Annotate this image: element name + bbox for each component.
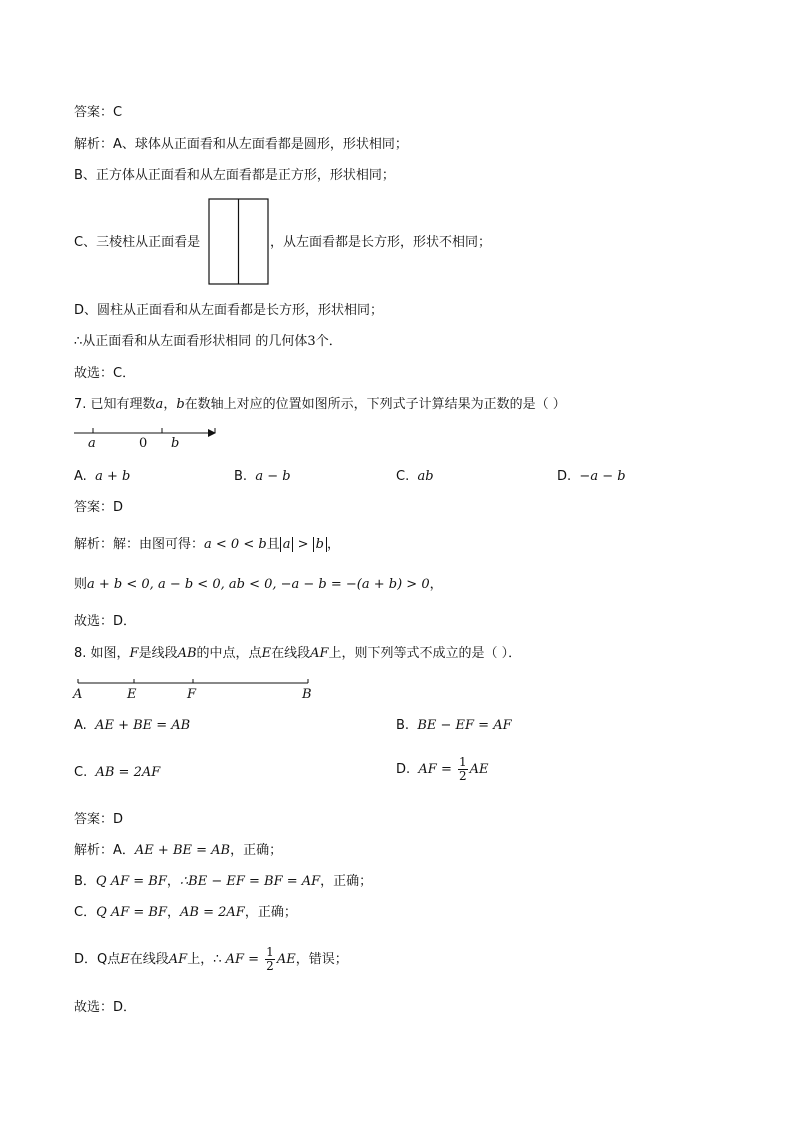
fraction-denominator: 2 bbox=[266, 959, 274, 973]
q7-option-d bbox=[557, 468, 626, 486]
q8-analysis-b-suffix: ，正确； bbox=[320, 874, 373, 889]
q7-abs-a: a bbox=[280, 537, 294, 552]
q8-analysis-d-fraction bbox=[265, 946, 275, 973]
analysis-conclusion bbox=[74, 333, 342, 351]
q8-analysis-c-expr1: Q AF = BF bbox=[96, 905, 168, 920]
analysis-line-d: D、圆柱从正面看和从左面看都是长方形，形状相同； bbox=[74, 303, 384, 318]
choose-q8: 故选：D． bbox=[74, 1000, 137, 1015]
q7-analysis-line1 bbox=[74, 536, 340, 554]
point-label-e: E bbox=[127, 687, 137, 702]
conclusion-end: 个． bbox=[315, 334, 342, 349]
q7-comma: ， bbox=[163, 397, 177, 412]
q7-option-b bbox=[234, 468, 291, 486]
q8-analysis-b-mid: ， bbox=[166, 874, 180, 889]
conclusion-text: ∴从正面看和从左面看形状相同 的几何体 bbox=[74, 334, 308, 349]
q7-gt: > bbox=[293, 537, 313, 552]
q8-analysis-a-expr: AE + BE = AB bbox=[134, 843, 231, 858]
q8-option-d-fraction bbox=[458, 756, 468, 783]
q8-analysis-c-prefix: C． bbox=[74, 905, 97, 920]
q8-mid1: 是线段 bbox=[138, 646, 178, 661]
q7-analysis1-prefix: 解析：解：由图可得： bbox=[74, 537, 205, 552]
q8-analysis-b-expr2: ∴BE − EF = BF = AF bbox=[179, 874, 321, 889]
q7-option-a-expr: a + b bbox=[95, 469, 131, 484]
q8-option-d-left: AF = bbox=[418, 762, 456, 777]
prism-front-view-figure bbox=[208, 198, 270, 286]
q7-option-d-expr: −a − b bbox=[579, 469, 626, 484]
q8-analysis-d bbox=[74, 946, 348, 973]
q8-stem-suffix: 上，则下列等式不成立的是（ ）． bbox=[328, 646, 522, 661]
q8-analysis-b bbox=[74, 873, 372, 891]
q7-abs-b: b bbox=[313, 537, 327, 552]
answer-q8: 答案：D bbox=[74, 812, 124, 827]
q7-stem bbox=[74, 396, 566, 414]
q8-analysis-c-suffix: ，正确； bbox=[244, 905, 297, 920]
point-label-f: F bbox=[187, 687, 197, 702]
q7-option-a-label: A. bbox=[74, 469, 87, 484]
axis-label-a: a bbox=[88, 436, 96, 451]
q8-var-af: AF bbox=[310, 646, 329, 661]
q8-var-e: E bbox=[261, 646, 272, 661]
q7-analysis2-end: ， bbox=[429, 577, 443, 592]
q8-analysis-d-af: AF bbox=[168, 952, 188, 967]
point-label-a: A bbox=[73, 687, 83, 702]
q8-option-b-label: B. bbox=[396, 718, 410, 733]
q7-analysis1-expr: a < 0 < b bbox=[204, 537, 267, 552]
q8-option-a-label: A. bbox=[74, 718, 87, 733]
q8-option-a-expr: AE + BE = AB bbox=[95, 718, 191, 733]
q7-analysis1-end: ， bbox=[326, 537, 340, 552]
q7-option-c-label: C. bbox=[396, 469, 410, 484]
analysis-line-c-suffix: ，从左面看都是长方形，形状不相同； bbox=[270, 235, 492, 250]
fraction-denominator: 2 bbox=[459, 769, 467, 783]
q8-analysis-d-suffix: ，错误； bbox=[295, 952, 348, 967]
q8-option-a bbox=[74, 717, 190, 735]
q8-segment-figure bbox=[70, 676, 320, 704]
q8-option-b-expr: BE − EF = AF bbox=[417, 718, 512, 733]
q8-analysis-d-e: E bbox=[120, 952, 130, 967]
q7-option-d-label: D. bbox=[557, 469, 572, 484]
q8-option-d-label: D. bbox=[396, 762, 411, 777]
q8-option-d bbox=[396, 756, 489, 783]
q8-analysis-a-suffix: ，正确； bbox=[230, 843, 283, 858]
q8-analysis-d-mid2: 上，∴ bbox=[187, 952, 226, 967]
q8-analysis-a bbox=[74, 842, 282, 860]
q7-analysis2-expr: a + b < 0, a − b < 0, ab < 0, −a − b = −(a + b) > 0 bbox=[87, 577, 430, 592]
q8-analysis-a-prefix: 解析：A． bbox=[74, 843, 135, 858]
q8-analysis-d-mid1: 在线段 bbox=[129, 952, 169, 967]
q8-var-f: F bbox=[129, 646, 139, 661]
fraction-numerator: 1 bbox=[266, 945, 274, 959]
q8-analysis-d-prefix: D．Q点 bbox=[74, 952, 121, 967]
q8-option-c bbox=[74, 764, 160, 782]
axis-label-zero: 0 bbox=[139, 436, 148, 451]
q8-stem-prefix: 8. 如图， bbox=[74, 646, 130, 661]
q7-analysis1-mid: 且 bbox=[266, 537, 280, 552]
q7-stem-suffix: 在数轴上对应的位置如图所示，下列式子计算结果为正数的是（ ） bbox=[184, 397, 566, 412]
q8-analysis-c bbox=[74, 904, 297, 922]
q8-option-d-right: AE bbox=[469, 762, 489, 777]
q7-analysis2-prefix: 则 bbox=[74, 577, 88, 592]
axis-label-b: b bbox=[171, 436, 180, 451]
q8-mid3: 在线段 bbox=[271, 646, 311, 661]
q8-var-ab: AB bbox=[177, 646, 197, 661]
q7-option-b-expr: a − b bbox=[255, 469, 291, 484]
q8-analysis-d-left: AF = bbox=[225, 952, 264, 967]
q8-analysis-b-prefix: B． bbox=[74, 874, 96, 889]
choose-q6: 故选：C． bbox=[74, 366, 136, 381]
q7-stem-prefix: 7. 已知有理数 bbox=[74, 397, 156, 412]
q8-stem bbox=[74, 645, 521, 663]
choose-q7: 故选：D． bbox=[74, 614, 137, 629]
fraction-numerator: 1 bbox=[459, 755, 467, 769]
q8-option-c-label: C. bbox=[74, 765, 88, 780]
answer-q6: 答案：C bbox=[74, 105, 123, 120]
conclusion-count: 3 bbox=[307, 334, 316, 349]
q7-option-c-expr: ab bbox=[417, 469, 434, 484]
q7-analysis-line2 bbox=[74, 576, 443, 594]
q7-option-a bbox=[74, 468, 130, 486]
q8-analysis-c-mid: ， bbox=[167, 905, 181, 920]
analysis-line-c bbox=[74, 234, 200, 252]
answer-q7: 答案：D bbox=[74, 500, 124, 515]
analysis-line-b: B、正方体从正面看和从左面看都是正方形，形状相同； bbox=[74, 168, 395, 183]
q7-option-c bbox=[396, 468, 434, 486]
q7-var-a: a bbox=[155, 397, 164, 412]
analysis-line-c-prefix: C、三棱柱从正面看是 bbox=[74, 235, 201, 250]
q8-option-b bbox=[396, 717, 512, 735]
q8-analysis-d-right: AE bbox=[276, 952, 296, 967]
analysis-line-a: 解析：A、球体从正面看和从左面看都是圆形，形状相同； bbox=[74, 137, 408, 152]
q8-mid2: 的中点，点 bbox=[196, 646, 262, 661]
q8-analysis-b-expr1: Q AF = BF bbox=[95, 874, 167, 889]
q7-option-b-label: B. bbox=[234, 469, 248, 484]
q8-option-c-expr: AB = 2AF bbox=[95, 765, 161, 780]
q8-analysis-c-expr2: AB = 2AF bbox=[180, 905, 245, 920]
q7-number-line bbox=[70, 422, 220, 452]
q7-var-b: b bbox=[176, 397, 185, 412]
point-label-b: B bbox=[302, 687, 312, 702]
